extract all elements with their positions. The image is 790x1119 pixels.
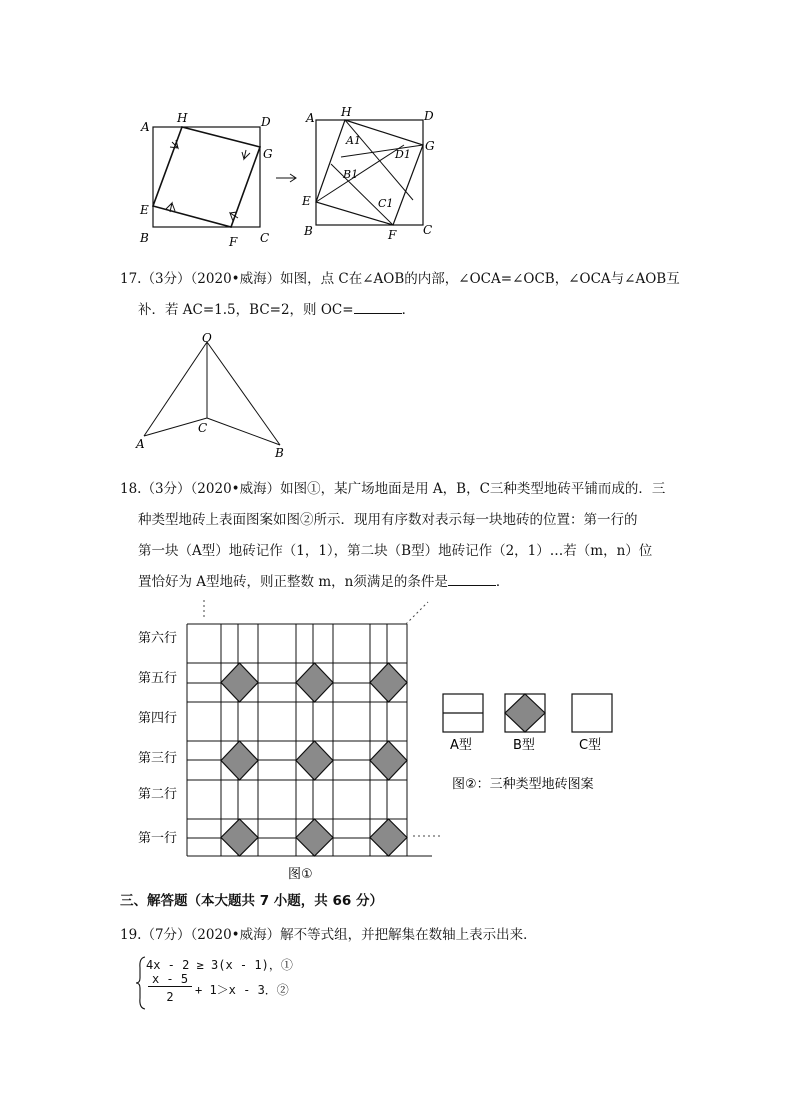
answer-blank[interactable] [354, 299, 402, 314]
row-label-3: 第三行 [138, 751, 178, 766]
label-G-right: G [425, 139, 435, 153]
label-D1: D1 [395, 148, 411, 161]
label-A-right: A [306, 111, 315, 125]
label-B-left: B [140, 231, 149, 245]
inner-square-right [316, 120, 423, 225]
label-A-left: A [141, 120, 150, 134]
b-tile-diamond [296, 741, 333, 780]
label-F-left: F [229, 235, 238, 249]
q17-line1: 17.（3分）（2020•威海）如图，点 C在∠AOB的内部，∠OCA=∠OCB，∠OCA与∠AOB互 [120, 271, 680, 287]
label-B1: B1 [343, 168, 359, 181]
b-tile-diamond [370, 663, 407, 702]
q18-line4-end: ． [495, 574, 510, 590]
type-label-c: C型 [579, 738, 602, 753]
label-H-right: H [341, 105, 352, 119]
q18-line1: 18.（3分）（2020•威海）如图①，某广场地面是用 A，B，C三种类型地砖平铺而成的．三 [120, 481, 666, 497]
label-E-left: E [140, 203, 149, 217]
angle-figure [132, 330, 292, 460]
label-E-right: E [302, 194, 311, 208]
label-F-right: F [388, 228, 397, 242]
outer-square-left [153, 127, 260, 227]
tile-type-c [572, 694, 612, 732]
label-C1: C1 [378, 197, 394, 210]
q19-line1: 19.（7分）（2020•威海）解不等式组，并把解集在数轴上表示出来． [120, 927, 537, 943]
transition-arrow [276, 174, 296, 182]
row-label-2: 第二行 [138, 787, 178, 802]
fig2-caption: 图②：三种类型地砖图案 [452, 777, 594, 792]
type-label-a: A型 [450, 738, 472, 753]
q17-line2-end: ． [401, 302, 416, 318]
label-A1: A1 [346, 134, 361, 147]
b-tile-diamond [221, 819, 258, 856]
inequality-2-rest: + 1＞x - 3．② [195, 983, 289, 997]
q17-line2-text: 补．若 AC=1.5，BC=2，则 OC= [138, 302, 354, 318]
section-heading: 三、解答题（本大题共 7 小题，共 66 分） [120, 893, 383, 909]
q18-line3: 第一块（A型）地砖记作（1，1），第二块（B型）地砖记作（2，1）…若（m，n）位 [138, 543, 653, 559]
row-label-6: 第六行 [138, 631, 178, 646]
tiling-figure [130, 598, 630, 888]
label-C-right: C [423, 223, 433, 237]
label-D-left: D [261, 115, 271, 129]
b-tile-diamond [370, 819, 407, 856]
q17-line2 [138, 295, 415, 325]
arrow-marker [242, 150, 250, 159]
row-label-1: 第一行 [138, 831, 178, 846]
b-tile-diamond [221, 663, 258, 702]
label-A: A [136, 437, 145, 451]
b-tile-diamond [370, 741, 407, 780]
type-label-b: B型 [513, 738, 535, 753]
label-D-right: D [424, 109, 434, 123]
answer-blank[interactable] [448, 571, 496, 586]
q18-line4-text: 置恰好为 A型地砖，则正整数 m，n须满足的条件是 [138, 574, 448, 590]
b-tile-diamond [296, 663, 333, 702]
q18-line2: 种类型地砖上表面图案如图②所示．现用有序数对表示每一块地砖的位置：第一行的 [138, 512, 638, 528]
label-B-right: B [304, 224, 313, 238]
label-G-left: G [263, 147, 273, 161]
label-C-left: C [260, 231, 270, 245]
continuation-dots [406, 602, 428, 624]
label-C: C [198, 421, 208, 435]
row-label-5: 第五行 [138, 671, 178, 686]
row-label-4: 第四行 [138, 711, 178, 726]
outer-square-right [316, 120, 423, 225]
label-B: B [275, 446, 284, 460]
rotation-squares-figure [130, 100, 450, 250]
inner-square-left [153, 127, 260, 227]
fraction-denominator: 2 [166, 990, 174, 1004]
inequality-1: 4x - 2 ≥ 3(x - 1)，① [146, 958, 293, 972]
label-O: O [202, 331, 212, 345]
tile-type-b-diamond [505, 694, 545, 732]
b-tile-diamond [296, 819, 333, 856]
fig1-caption: 图① [288, 867, 313, 882]
fraction-numerator: x - 5 [148, 972, 192, 987]
label-H-left: H [177, 111, 188, 125]
b-tile-diamond [221, 741, 258, 780]
q18-line4 [138, 567, 509, 597]
